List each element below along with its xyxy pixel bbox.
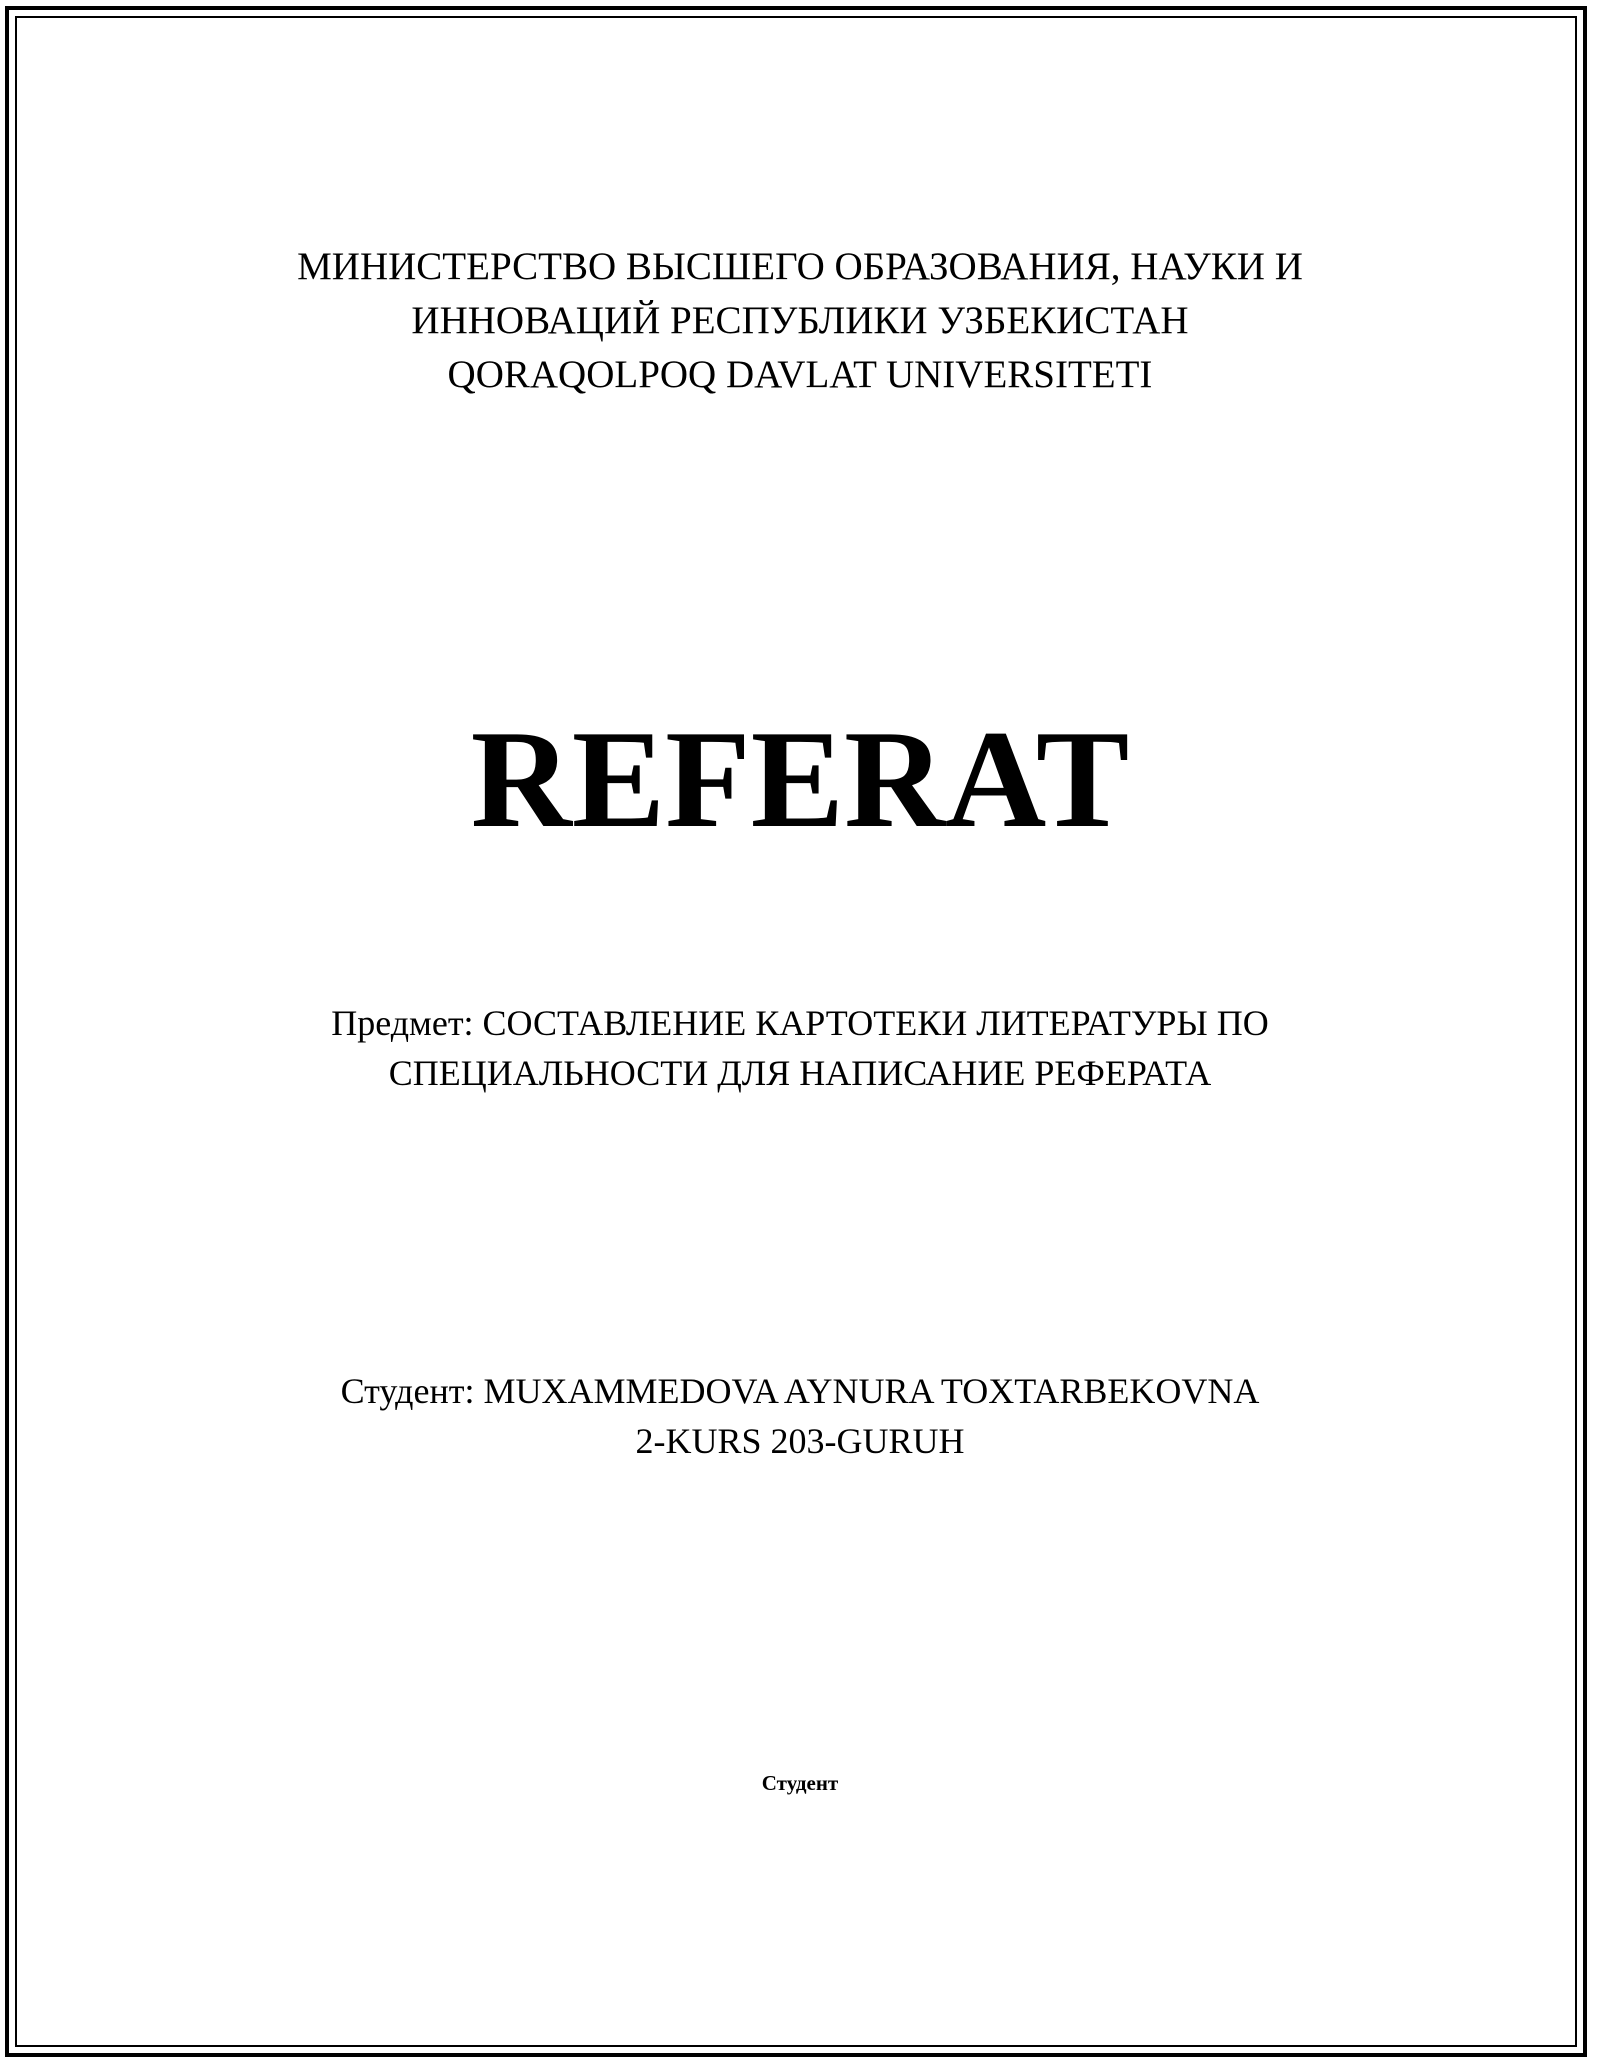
- footer-label: Студент: [761, 1771, 839, 1795]
- student-block: [0, 1366, 1600, 1466]
- document-title: REFERAT: [470, 702, 1130, 857]
- subject-line-1: Предмет: СОСТАВЛЕНИЕ КАРТОТЕКИ ЛИТЕРАТУРЫ ПО: [331, 1003, 1269, 1043]
- student-name: Студент: MUXAMMEDOVA AYNURA TOXTARBEKOVNA: [340, 1371, 1260, 1411]
- student-group: 2-KURS 203-GURUH: [635, 1421, 965, 1461]
- header-line-university: QORAQOLPOQ DAVLAT UNIVERSITETI: [447, 353, 1153, 396]
- header-line-ministry: МИНИСТЕРСТВО ВЫСШЕГО ОБРАЗОВАНИЯ, НАУКИ И: [297, 245, 1303, 288]
- subject-line-2: СПЕЦИАЛЬНОСТИ ДЛЯ НАПИСАНИЕ РЕФЕРАТА: [388, 1053, 1212, 1093]
- institution-header: [0, 240, 1600, 402]
- header-line-republic: ИННОВАЦИЙ РЕСПУБЛИКИ УЗБЕКИСТАН: [411, 299, 1189, 342]
- subject-block: [0, 998, 1600, 1098]
